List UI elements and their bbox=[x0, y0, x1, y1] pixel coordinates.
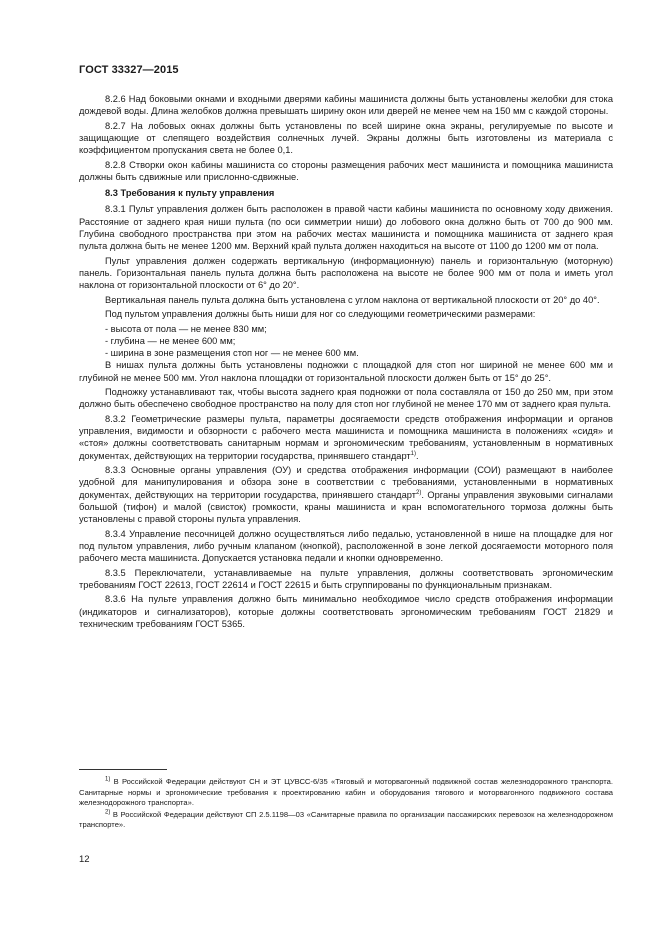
paragraph-footrests: В нишах пульта должны быть установлены подножки с площадкой для стоп ног шириной не менее 600 мм и глубиной не менее 500 мм. Угол наклона площадки от горизонтальной плоскости должен быть от 15° до 25°. bbox=[79, 360, 613, 383]
paragraph-footrest-height: Подножку устанавливают так, чтобы высота заднего края подножки от пола составляла от 150 до 250 мм, при этом должно быть обеспечено свободное пространство на полу для стоп ног глубиной не менее 170 мм от заднего края пульта. bbox=[79, 387, 613, 410]
paragraph-8-2-8: 8.2.8 Створки окон кабины машиниста со стороны размещения рабочих мест машиниста и помощника машиниста должны быть сдвижные или прислонно-сдвижные. bbox=[79, 159, 613, 182]
paragraph-panels: Пульт управления должен содержать вертикальную (информационную) панель и горизонтальную (моторную) панель. Горизонтальная панель пульта должна быть расположена на высоте не более 900 мм от пола и иметь угол наклона от горизонтальной плоскости от 6° до 20°. bbox=[79, 255, 613, 291]
footnote-divider bbox=[79, 769, 167, 770]
paragraph-8-3-3 bbox=[79, 464, 613, 525]
footnote-2 bbox=[79, 810, 613, 831]
paragraph-tail: . bbox=[416, 450, 419, 461]
paragraph-tail: . Органы управления звуковыми сигналами большой (тифон) и малой (свисток) громкости, краны машиниста и кран вспомогательного тормоза должны быть установлены с правой стороны пульта управления. bbox=[79, 489, 614, 525]
paragraph-8-3-5: 8.3.5 Переключатели, устанавливаемые на пульте управления, должны соответствовать эргономическим требованиям ГОСТ 22613, ГОСТ 22614 и ГОСТ 22615 и быть сгруппированы по функциональным признакам. bbox=[79, 567, 613, 590]
footnote-mark: 1) bbox=[105, 776, 111, 783]
paragraph-8-3-2 bbox=[79, 413, 613, 462]
paragraph-8-3-4: 8.3.4 Управление песочницей должно осуществляться либо педалью, установленной в нише на площадке для ног под пультом управления, либо ручным клапаном (кнопкой), расположенной в зоне легкой досягаемости моторного поля рабочего места машиниста. Допускается установка педали и кнопки одновременно. bbox=[79, 528, 613, 564]
footnote-1 bbox=[79, 777, 613, 809]
footnote-ref-2: 2) bbox=[416, 489, 422, 496]
footnote-mark: 2) bbox=[105, 809, 111, 816]
paragraph-text: 8.3.3 Основные органы управления (ОУ) и средства отображения информации (СОИ) размещают в наиболее удобной для манипулирования и обзора зоне в соответствии с требованиями, установленными в нормативных документах, действующих на территории государства, принявшего стандарт bbox=[79, 465, 613, 500]
list-item: - глубина — не менее 600 мм; bbox=[105, 336, 236, 346]
paragraph-text: 8.3.2 Геометрические размеры пульта, параметры досягаемости средств отображения информации и органов управления, видимости и обзорности с рабочего места машиниста и помощника машиниста в положениях «сидя» и «стоя» должны соответствовать санитарным нормам и эргономическим требованиям, установленным в нормативных документах, действующих на территории государства, принявшего стандарт bbox=[79, 414, 613, 461]
paragraph-8-2-7: 8.2.7 На лобовых окнах должны быть установлены по всей ширине окна экраны, регулируемые по высоте и защищающие от слепящего воздействия солнечных лучей. Экраны должны быть изготовлены из материала с коэффициентом пропускания света не более 0,1. bbox=[79, 120, 613, 156]
paragraph-8-2-6: 8.2.6 Над боковыми окнами и входными дверями кабины машиниста должны быть установлены желобки для стока дождевой воды. Длина желобков должна превышать ширину окон или дверей не менее чем на 150 мм с каждой стороны. bbox=[79, 94, 613, 117]
paragraph-leg-niches: Под пультом управления должны быть ниши для ног со следующими геометрическими размерами: bbox=[105, 309, 536, 320]
footnotes bbox=[79, 777, 613, 832]
list-item: - высота от пола — не менее 830 мм; bbox=[105, 323, 267, 334]
paragraph-8-3-6: 8.3.6 На пульте управления должно быть минимально необходимое число средств отображения информации (индикаторов и сигнализаторов), которые должны соответствовать эргономическим требованиям ГОСТ 21829 и техническим требованиям ГОСТ 5365. bbox=[79, 594, 613, 629]
page-number: 12 bbox=[79, 854, 90, 865]
section-heading-8-3: 8.3 Требования к пульту управления bbox=[105, 188, 275, 199]
footnote-text: В Российской Федерации действуют СН и ЭТ ЦУВСС-6/35 «Тяговый и моторвагонный подвижной состав железнодорожного транспорта. Санитарные нормы и эргономические требования к проектированию кабин и оборудования тягового и моторвагонного подвижного состава железнодорожного транспорта». bbox=[79, 777, 613, 808]
document-body bbox=[79, 93, 613, 632]
footnote-ref-1: 1) bbox=[410, 450, 417, 457]
paragraph-8-3-1: 8.3.1 Пульт управления должен быть расположен в правой части кабины машиниста по основному ходу движения. Расстояние от заднего края ниши пульта (по оси симметрии ниши) до лобового окна должно быть от 700 до 900 мм. Глубина свободного пространства при этом на рабочих местах машиниста и помощника машиниста от заднего края пульта должна быть не менее 1200 мм. Верхний край пульта должен находиться на высоте от 1100 до 1200 мм от пола. bbox=[79, 204, 613, 252]
footnote-text: В Российской Федерации действуют СП 2.5.1198—03 «Санитарные правила по организации пассажирских перевозок на железнодорожном транспорте». bbox=[79, 809, 613, 830]
list-item: - ширина в зоне размещения стоп ног — не менее 600 мм. bbox=[105, 348, 359, 359]
paragraph-vertical-panel: Вертикальная панель пульта должна быть установлена с углом наклона от вертикальной плоскости от 20° до 40°. bbox=[105, 294, 600, 305]
standard-code-header: ГОСТ 33327—2015 bbox=[79, 64, 179, 76]
